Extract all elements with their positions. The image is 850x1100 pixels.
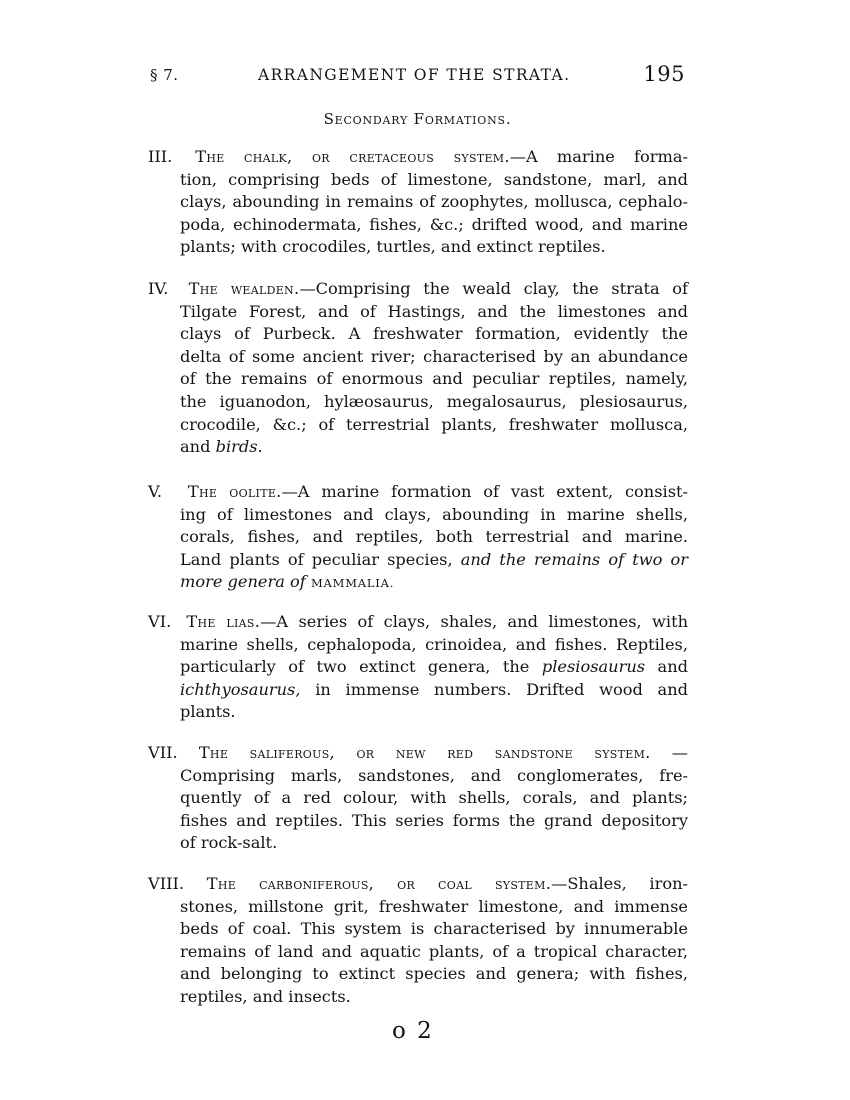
entry-name: The oolite.	[187, 482, 282, 501]
entry-line: Comprising marls, sandstones, and conglomerates, fre-	[180, 765, 688, 785]
entry-iv	[148, 278, 688, 459]
entry-line: Tilgate Forest, and of Hastings, and the limestones and	[180, 301, 688, 321]
entry-line: stones, millstone grit, freshwater limestone, and immense	[180, 896, 688, 916]
entry-line: more genera of MAMMALIA.	[180, 572, 395, 592]
entry-line: VI. The lias.—A series of clays, shales, and limestones, with	[148, 611, 688, 634]
entry-line: quently of a red colour, with shells, corals, and plants;	[180, 788, 688, 808]
entry-line: particularly of two extinct genera, the plesiosaurus and	[180, 657, 688, 677]
entry-viii	[148, 873, 688, 1009]
entry-vii	[148, 742, 688, 855]
running-title: ARRANGEMENT OF THE STRATA.	[258, 66, 571, 84]
entry-line: poda, echinodermata, fishes, &c.; drifted wood, and marine	[180, 214, 688, 234]
entry-line: plants.	[180, 702, 236, 722]
entry-line: reptiles, and insects.	[180, 986, 351, 1006]
entry-line: III. The chalk, or cretaceous system.—A marine forma-	[148, 146, 688, 169]
entry-numeral: V.	[148, 482, 163, 501]
entry-line: and birds.	[180, 437, 263, 457]
entry-line: marine shells, cephalopoda, crinoidea, and fishes. Reptiles,	[180, 634, 688, 654]
entry-line: clays of Purbeck. A freshwater formation, evidently the	[180, 324, 688, 344]
running-head	[150, 62, 685, 90]
entry-name: The carboniferous, or coal system.	[206, 874, 552, 893]
entry-name: The lias.	[186, 612, 261, 631]
entry-name: The chalk, or cretaceous system.	[195, 147, 510, 166]
entry-vi	[148, 611, 688, 724]
entry-v	[148, 481, 688, 595]
entry-line: plants; with crocodiles, turtles, and extinct reptiles.	[180, 237, 606, 257]
entry-numeral: VII.	[148, 743, 178, 762]
signature-mark: o 2	[392, 1018, 434, 1044]
entry-line: beds of coal. This system is characterised by innumerable	[180, 919, 688, 939]
entry-line: of rock-salt.	[180, 833, 278, 853]
entry-line: and belonging to extinct species and genera; with fishes,	[180, 964, 688, 984]
entry-line: ichthyosaurus, in immense numbers. Drifted wood and	[180, 679, 688, 699]
section-heading: Secondary Formations.	[323, 110, 512, 128]
entry-name: The wealden.	[188, 279, 300, 298]
entry-line: IV. The wealden.—Comprising the weald clay, the strata of	[148, 278, 688, 301]
entry-name: The saliferous, or new red sandstone system.	[198, 743, 651, 762]
entry-line: delta of some ancient river; characterised by an abundance	[180, 346, 688, 366]
entry-line: fishes and reptiles. This series forms the grand depository	[180, 810, 688, 830]
entry-line: VII. The saliferous, or new red sandstone system. —	[148, 742, 688, 765]
entry-line: the iguanodon, hylæosaurus, megalosaurus, plesiosaurus,	[180, 391, 688, 411]
entry-line: clays, abounding in remains of zoophytes, mollusca, cephalo-	[180, 192, 688, 212]
entry-numeral: VI.	[148, 612, 172, 631]
entry-numeral: III.	[148, 147, 173, 166]
entry-iii	[148, 146, 688, 259]
page-number: 195	[643, 62, 685, 86]
entry-line: VIII. The carboniferous, or coal system.—Shales, iron-	[148, 873, 688, 896]
entry-numeral: IV.	[148, 279, 169, 298]
entry-line: V. The oolite.—A marine formation of vast extent, consist-	[148, 481, 688, 504]
section-mark: § 7.	[150, 66, 179, 84]
entry-line: tion, comprising beds of limestone, sandstone, marl, and	[180, 169, 688, 189]
entry-line: corals, fishes, and reptiles, both terrestrial and marine.	[180, 527, 688, 547]
entry-numeral: VIII.	[148, 874, 185, 893]
entry-line: remains of land and aquatic plants, of a tropical character,	[180, 941, 688, 961]
entry-line: of the remains of enormous and peculiar reptiles, namely,	[180, 369, 688, 389]
entry-line: crocodile, &c.; of terrestrial plants, freshwater mollusca,	[180, 414, 688, 434]
entry-line: ing of limestones and clays, abounding in marine shells,	[180, 504, 688, 524]
entry-line: Land plants of peculiar species, and the remains of two or	[180, 549, 688, 569]
